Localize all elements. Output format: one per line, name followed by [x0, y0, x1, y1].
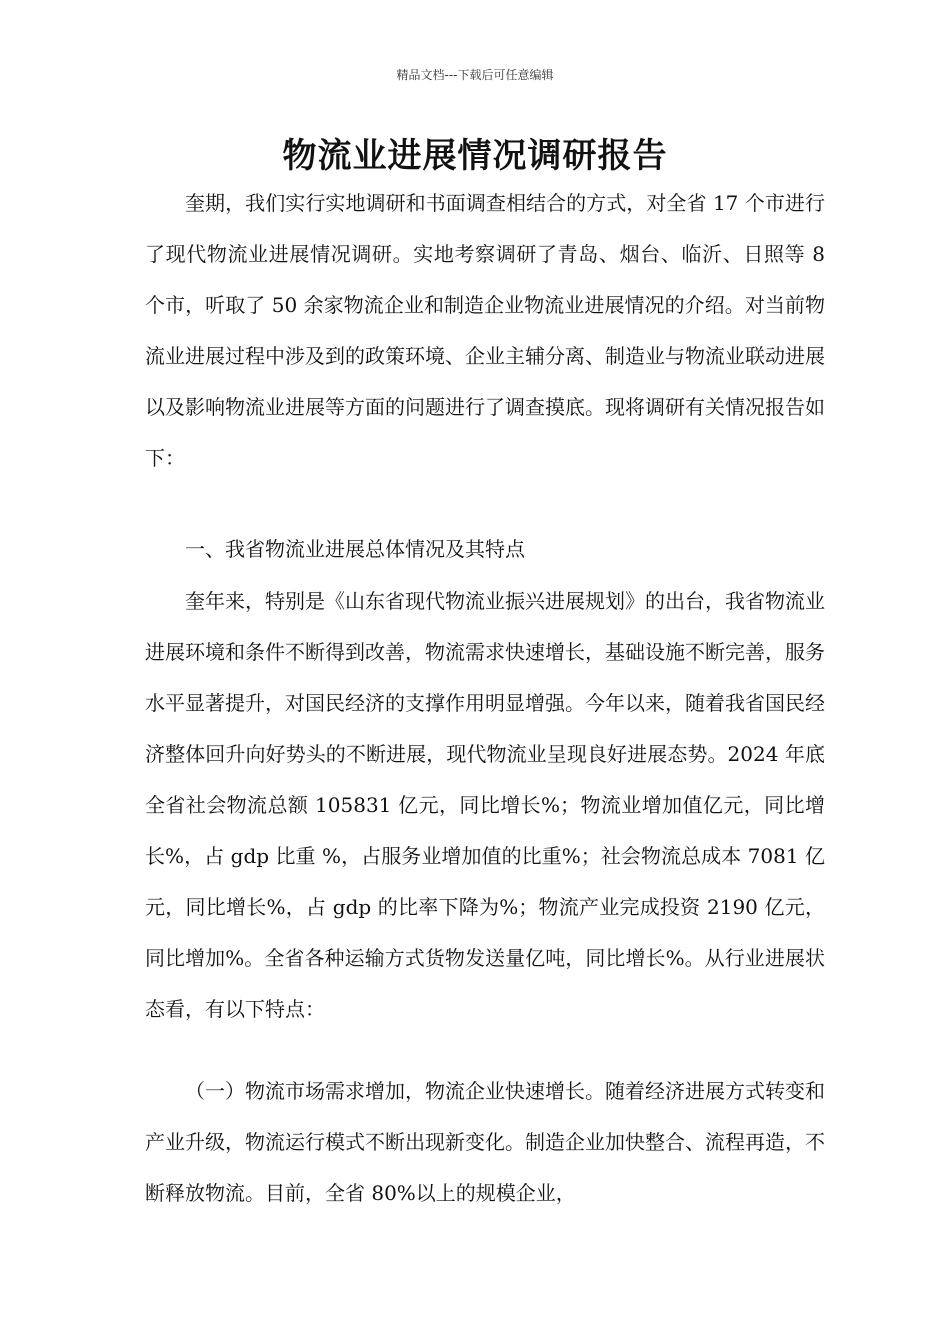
overview-paragraph-text: 奎年来，特别是《山东省现代物流业振兴进展规划》的出台，我省物流业进展环境和条件不断得到改善，物流需求快速增长，基础设施不断完善，服务水平显著提升，对国民经济的支撑作用明显增强。今年以来，随着我省国民经济整体回升向好势头的不断进展，现代物流业呈现良好进展态势。2024 年底全省社会物流总额 105831 亿元，同比增长%；物流业增加值亿元，同比增长%，占 gdp 比重 %，占服务业增加值的比重%；社会物流总成本 7081 亿元，同比增长%，占 gdp 的比率下降为%；物流产业完成投资 2190 亿元，同比增加%。全省各种运输方式货物发送量亿吨，同比增长%。从行业进展状态看，有以下特点： — [145, 589, 825, 1021]
overview-paragraph — [145, 576, 825, 1035]
document-title: 物流业进展情况调研报告 — [282, 136, 668, 176]
feature-1-paragraph-text: （一）物流市场需求增加，物流企业快速增长。随着经济进展方式转变和产业升级，物流运行模式不断出现新变化。制造企业加快整合、流程再造，不断释放物流。目前，全省 80%以上的规模企业， — [145, 1079, 825, 1205]
section-1-heading: 一、我省物流业进展总体情况及其特点 — [185, 537, 525, 561]
feature-1-paragraph — [145, 1066, 825, 1219]
page-header-note: 精品文档---下载后可任意编辑 — [396, 68, 554, 82]
intro-paragraph-text: 奎期，我们实行实地调研和书面调查相结合的方式，对全省 17 个市进行了现代物流业进展情况调研。实地考察调研了青岛、烟台、临沂、日照等 8 个市，听取了 50 余家物流企业和制造企业物流业进展情况的介绍。对当前物流业进展过程中涉及到的政策环境、企业主辅分离、制造业与物流业联动进展以及影响物流业进展等方面的问题进行了调查摸底。现将调研有关情况报告如下： — [145, 191, 825, 470]
intro-paragraph — [145, 178, 825, 484]
